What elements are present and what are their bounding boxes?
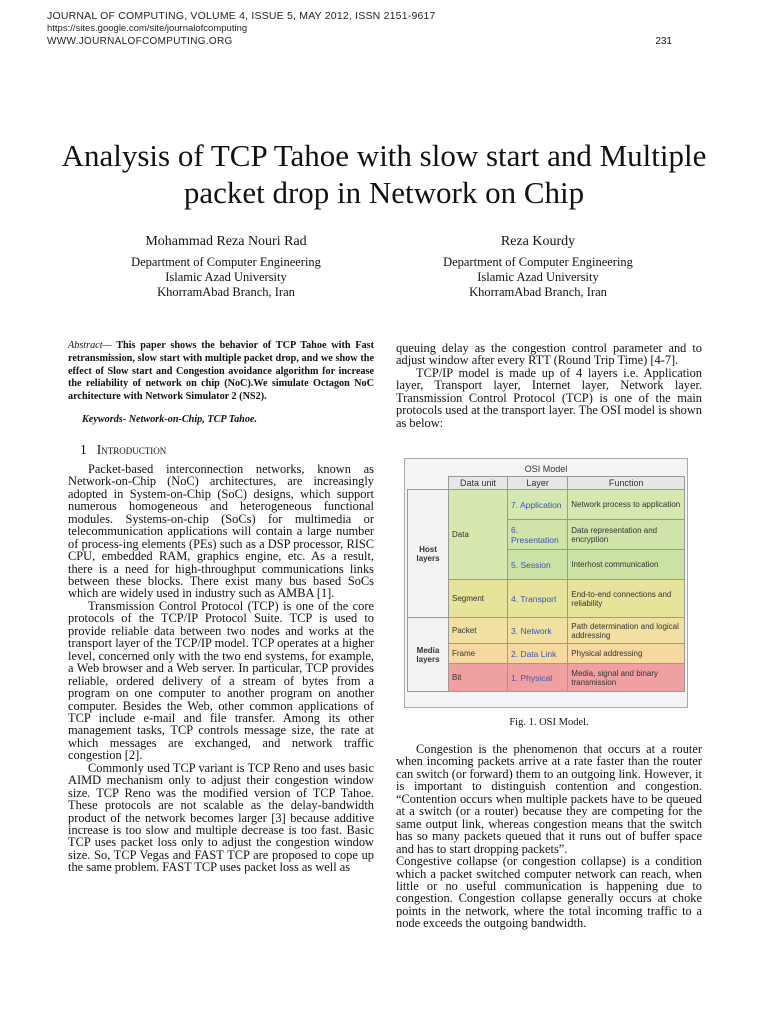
author-name: Reza Kourdy [500, 234, 576, 249]
osi-header-function: Function [568, 477, 685, 490]
title-line-1: Analysis of TCP Tahoe with slow start and Multiple [61, 138, 707, 173]
author-block-2 [398, 234, 678, 300]
osi-table [407, 461, 685, 692]
journal-url[interactable]: https://sites.google.com/site/journalofcomputing [47, 23, 248, 34]
title-line-2: packet drop in Network on Chip [183, 175, 585, 210]
right-column-bottom [396, 743, 702, 930]
abstract-text: This paper shows the behavior of TCP Tahoe with Fast retransmission, slow start with multiple packet drop, and we show the effect of Slow start and Congestion avoidance algorithm for increase the reliability of network on chip (NoC).We simulate Octagon NoC architecture with Network Simulator 2 (NS2). [68, 340, 374, 403]
osi-layer-2: 2. Data Link [508, 644, 568, 664]
osi-function-3: Path determination and logical addressing [568, 618, 685, 644]
page-number: 231 [655, 36, 672, 47]
osi-layer-6: 6. Presentation [508, 520, 568, 550]
author-name: Mohammad Reza Nouri Rad [145, 234, 307, 249]
osi-unit-frame: Frame [449, 644, 508, 664]
osi-unit-segment: Segment [449, 580, 508, 618]
osi-function-4: End-to-end connections and reliability [568, 580, 685, 618]
author-block-1 [86, 234, 366, 300]
osi-layer-4: 4. Transport [508, 580, 568, 618]
paragraph: Congestion is the phenomenon that occurs at a router when incoming packets arrive at a rate faster than the router can switch (or forward) them to an outgoing link. However, it is important to distinguish contention and congestion. “Contention occurs when multiple packets have to be queued at a switch (or a router) because they are competing for the same output link, whereas congestion means that the switch has so many packets queued that it runs out of buffer space and has to start dropping packets”. [396, 742, 702, 856]
osi-media-layers: Media layers [408, 618, 449, 692]
osi-unit-data: Data [449, 490, 508, 580]
author-dept: Department of Computer Engineering [443, 255, 633, 269]
osi-unit-packet: Packet [449, 618, 508, 644]
osi-model-figure [404, 458, 688, 708]
author-univ: Islamic Azad University [477, 270, 599, 284]
paragraph: queuing delay as the congestion control parameter and to adjust window after every RTT (Round Trip Time) [4-7]. [396, 341, 702, 368]
author-univ: Islamic Azad University [165, 270, 287, 284]
paragraph: Congestive collapse (or congestion collapse) is a condition which a packet switched computer network can reach, when little or no useful communication is happening due to congestion. Congestion collapse generally occurs at choke points in the network, where the total incoming traffic to a node exceeds the outgoing bandwidth. [396, 854, 702, 931]
osi-function-7: Network process to application [568, 490, 685, 520]
osi-function-5: Interhost communication [568, 550, 685, 580]
osi-caption: OSI Model [524, 464, 568, 474]
osi-function-2: Physical addressing [568, 644, 685, 664]
osi-layer-1: 1. Physical [508, 664, 568, 692]
osi-layer-7: 7. Application [508, 490, 568, 520]
paragraph: Transmission Control Protocol (TCP) is one of the core protocols of the TCP/IP Protocol Suite. TCP is used to provide reliable data between two nodes and works at the transport layer of the TCP/IP model. TCP operates at a higher level, concerned only with the two end systems, for example, a Web browser and a Web server. In particular, TCP provides reliable, ordered delivery of a stream of bytes from a program on one computer to another program on another computer. Besides the Web, other common applications of TCP include e-mail and file transfer. Among its other management tasks, TCP controls message size, the rate at which messages are exchanged, and network traffic congestion [2]. [68, 598, 374, 763]
author-branch: KhorramAbad Branch, Iran [469, 285, 607, 299]
section-number: 1 [80, 442, 87, 458]
section-heading [80, 444, 374, 456]
figure-caption: Fig. 1. OSI Model. [509, 717, 589, 728]
osi-layer-3: 3. Network [508, 618, 568, 644]
journal-site[interactable]: WWW.JOURNALOFCOMPUTING.ORG [47, 36, 233, 47]
journal-line: JOURNAL OF COMPUTING, VOLUME 4, ISSUE 5, MAY 2012, ISSN 2151-9617 [47, 10, 436, 22]
section-title: Introduction [96, 442, 167, 458]
paragraph: TCP/IP model is made up of 4 layers i.e. Application layer, Transport layer, Internet layer, Network layer. Transmission Control Protocol (TCP) is one of the main protocols used at the transport layer. The OSI model is shown as below: [396, 365, 702, 430]
left-column [68, 340, 374, 874]
author-branch: KhorramAbad Branch, Iran [157, 285, 295, 299]
keywords: Keywords- Network-on-Chip, TCP Tahoe. [82, 413, 257, 425]
osi-function-1: Media, signal and binary transmission [568, 664, 685, 692]
osi-corner [408, 477, 449, 490]
osi-host-layers: Host layers [408, 490, 449, 618]
abstract [68, 340, 374, 404]
osi-unit-bit: Bit [449, 664, 508, 692]
osi-header-unit: Data unit [449, 477, 508, 490]
osi-header-layer: Layer [508, 477, 568, 490]
paper-title [40, 137, 728, 211]
paragraph: Commonly used TCP variant is TCP Reno and uses basic AIMD mechanism only to adjust their congestion window size. TCP Reno was the modified version of TCP Tahoe. These protocols are not scalable as the delay-bandwidth product of the network becomes larger [3] because additive increase is too slow and multiple decrease is too fast. Basic TCP uses packet loss only to adjust the congestion window size. So, TCP Vegas and FAST TCP are proposed to cope up the same problem. FAST TCP uses packet loss as well as [68, 760, 374, 875]
osi-function-6: Data representation and encryption [568, 520, 685, 550]
abstract-label: Abstract— [68, 340, 112, 351]
author-dept: Department of Computer Engineering [131, 255, 321, 269]
osi-layer-5: 5. Session [508, 550, 568, 580]
paragraph: Packet-based interconnection networks, known as Network-on-Chip (NoC) architectures, are increasingly adopted in System-on-Chip (SoC) designs, which support numerous homogeneous and heterogeneous functional modules. Systems-on-chip (SoCs) for multimedia or telecommunication applications will contain a large number of process-ing elements (PEs) such as a DSP processor, RISC CPU, embedded RAM, graphics engine, etc. As a result, there is a need for high-throughput communications links between these blocks. There exist many bus based SoCs which are widely used in industry such as AMBA [1]. [68, 461, 374, 601]
right-column-top [396, 342, 702, 429]
